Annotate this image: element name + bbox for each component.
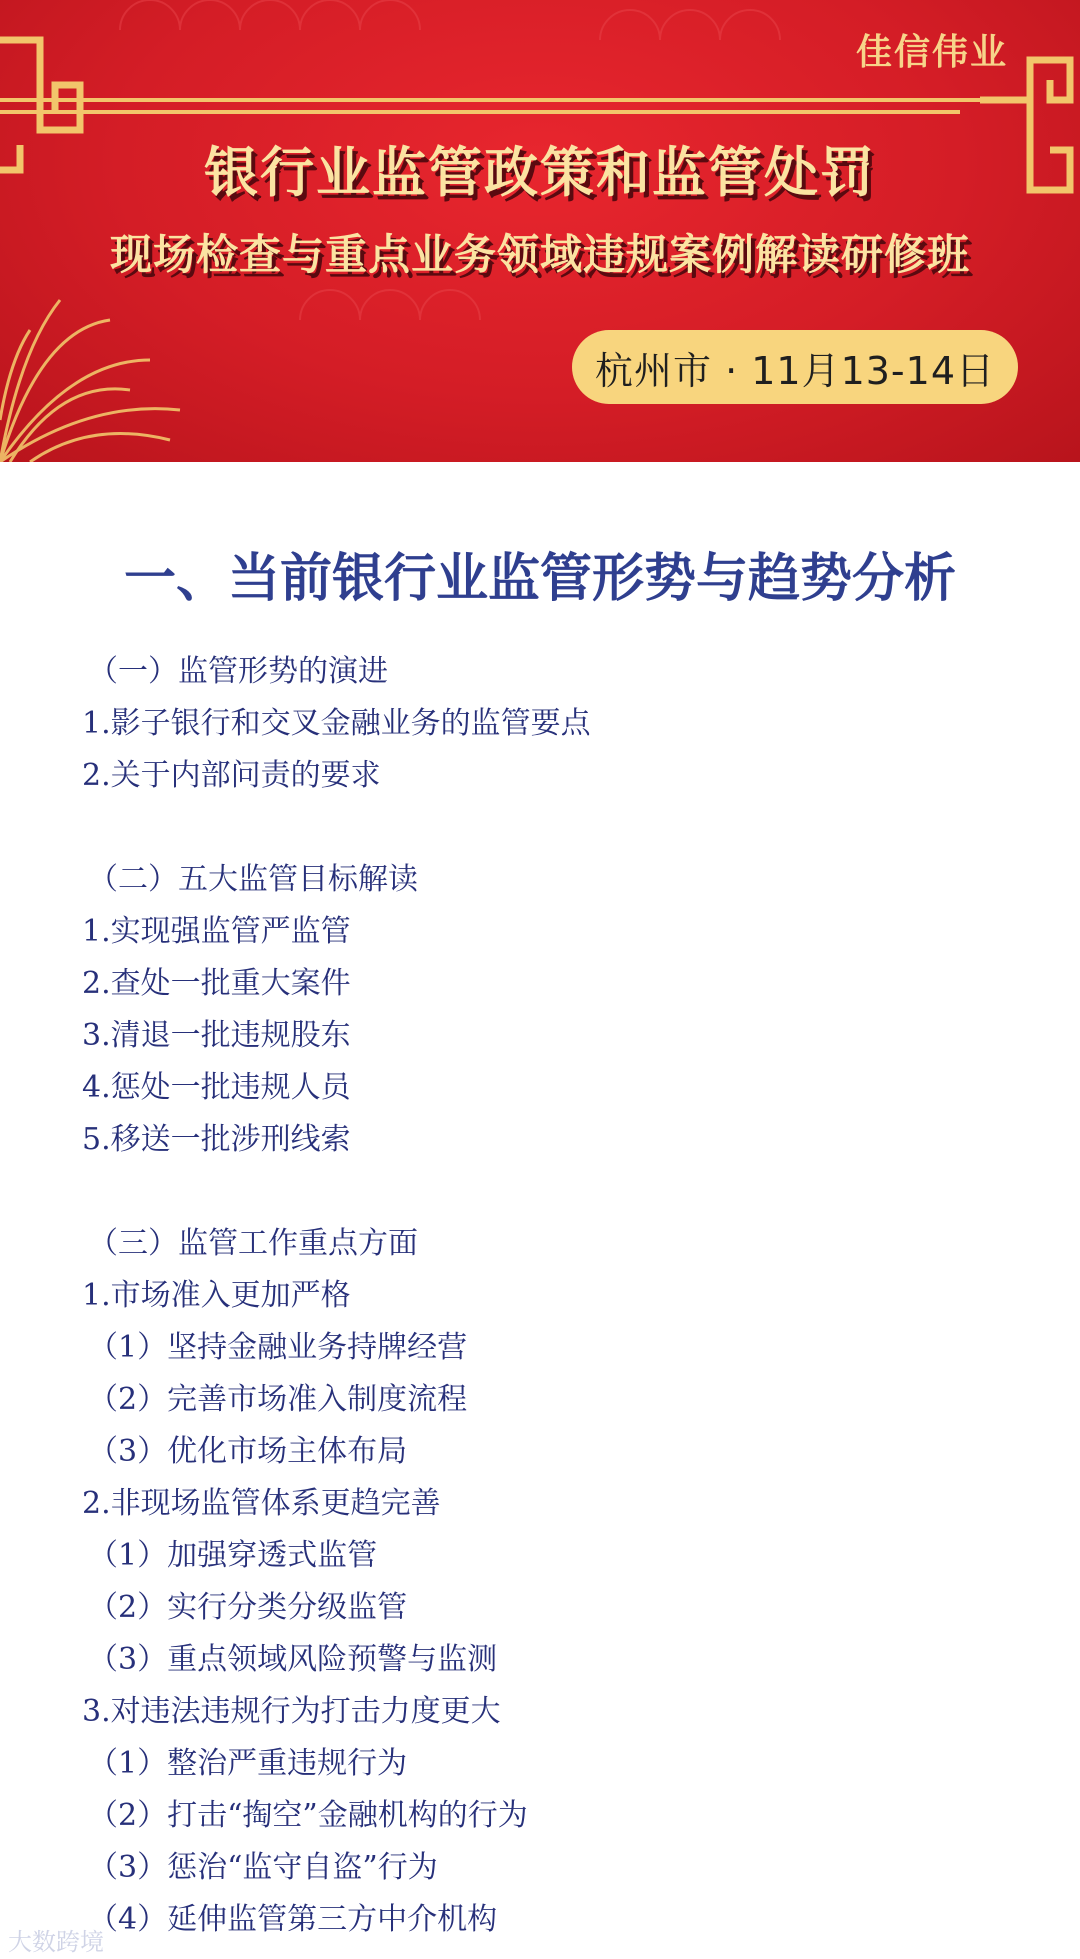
banner-title: 银行业监管政策和监管处罚 [204,141,876,204]
outline-item: （一）监管形势的演进 [88,654,388,689]
outline-item: （3）优化市场主体布局 [88,1434,408,1469]
watermark: 大数跨境 [8,1928,104,1956]
header-banner [0,0,1080,462]
outline-item: 2.非现场监管体系更趋完善 [82,1486,441,1521]
banner-subtitle: 现场检查与重点业务领域违规案例解读研修班 [109,230,970,279]
outline-item: （二）五大监管目标解读 [88,862,418,897]
brand-name: 佳信伟业 [855,32,1008,73]
outline-item: （1）整治严重违规行为 [88,1746,408,1781]
section-title: 一、当前银行业监管形势与趋势分析 [123,549,956,609]
outline-item: （2）实行分类分级监管 [88,1590,408,1625]
outline-item: （3）重点领域风险预警与监测 [88,1642,498,1677]
outline-item: （3）惩治“监守自盗”行为 [88,1850,438,1885]
outline-item: 3.清退一批违规股东 [82,1018,351,1053]
outline-item: （4）延伸监管第三方中介机构 [88,1902,498,1937]
outline-item: 5.移送一批涉刑线索 [82,1122,351,1157]
outline-item: （三）监管工作重点方面 [88,1226,418,1261]
outline-item: 1.实现强监管严监管 [82,914,351,949]
outline-item: （1）坚持金融业务持牌经营 [88,1330,468,1365]
outline-item: 2.查处一批重大案件 [82,966,351,1001]
outline-item: （2）打击“掏空”金融机构的行为 [88,1798,528,1833]
outline-item: 2.关于内部问责的要求 [82,758,381,793]
outline-item: 4.惩处一批违规人员 [82,1070,351,1105]
outline-item: 1.影子银行和交叉金融业务的监管要点 [82,706,591,741]
outline-item: （2）完善市场准入制度流程 [88,1382,468,1417]
outline-item: 1.市场准入更加严格 [82,1278,351,1313]
location-date-badge: 杭州市 · 11月13-14日 [572,330,1018,404]
outline-item: 3.对违法违规行为打击力度更大 [82,1694,501,1729]
outline-item: （1）加强穿透式监管 [88,1538,378,1573]
